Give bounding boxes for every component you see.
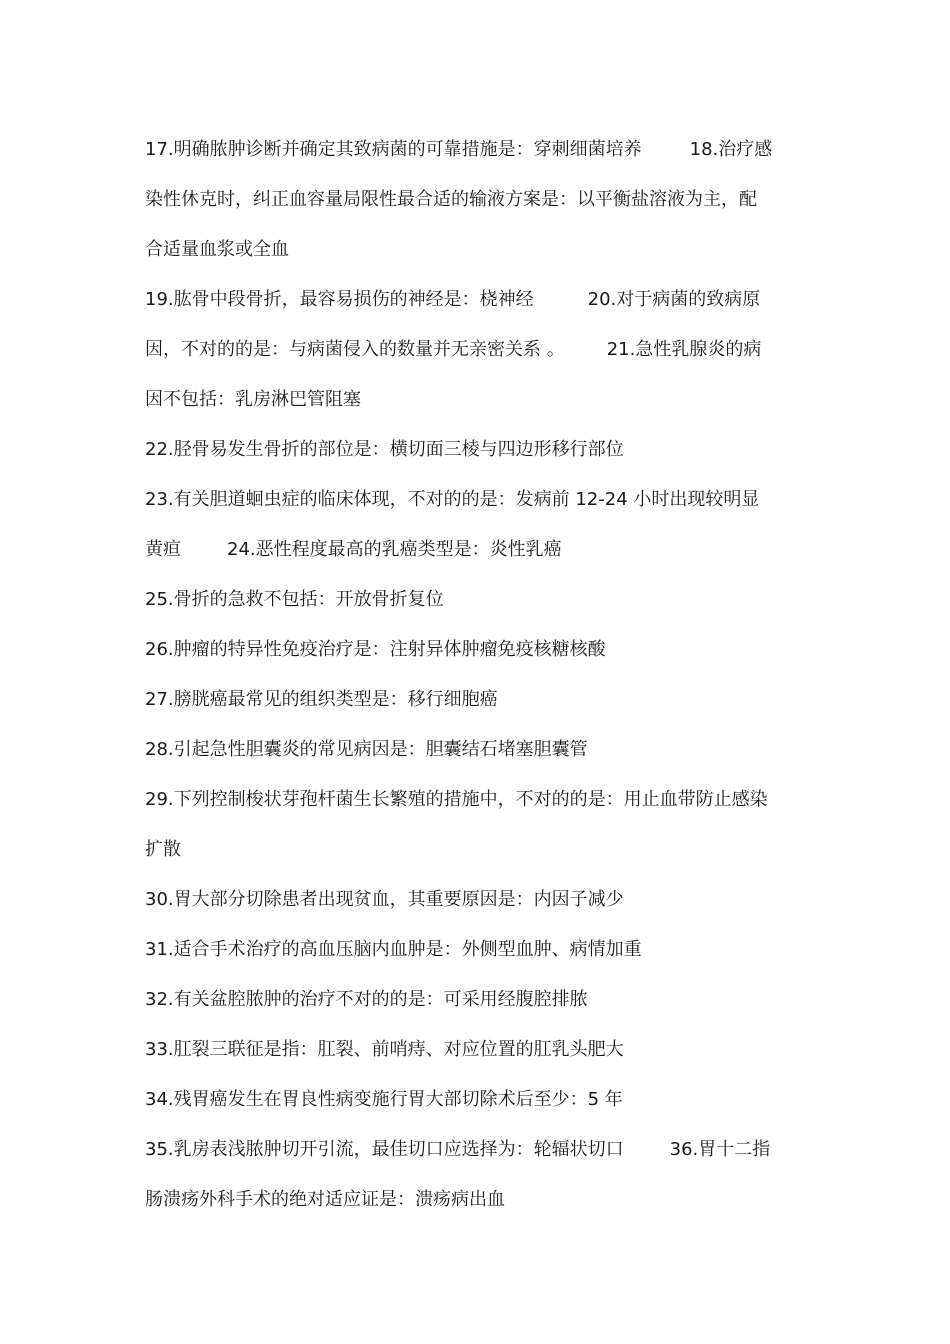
text-line bbox=[145, 275, 810, 325]
item-30: 30.胃大部分切除患者出现贫血，其重要原因是：内因子减少 bbox=[145, 889, 624, 910]
item-24: 24.恶性程度最高的乳癌类型是：炎性乳癌 bbox=[227, 539, 562, 560]
text-line bbox=[145, 675, 810, 725]
item-20-cont: 因，不对的的是：与病菌侵入的数量并无亲密关系 。 bbox=[145, 339, 565, 360]
item-36: 36.胃十二指 bbox=[669, 1139, 771, 1160]
item-33: 33.肛裂三联征是指：肛裂、前哨痔、对应位置的肛乳头肥大 bbox=[145, 1039, 624, 1060]
item-18: 18.治疗感 bbox=[689, 139, 773, 160]
item-32: 32.有关盆腔脓肿的治疗不对的的是：可采用经腹腔排脓 bbox=[145, 989, 588, 1010]
item-21-cont: 因不包括：乳房淋巴管阻塞 bbox=[145, 389, 361, 410]
text-line bbox=[145, 325, 810, 375]
text-line bbox=[145, 1125, 810, 1175]
text-line bbox=[145, 625, 810, 675]
text-line bbox=[145, 825, 810, 875]
item-19: 19.肱骨中段骨折，最容易损伤的神经是：桡神经 bbox=[145, 289, 534, 310]
item-36-cont: 肠溃疡外科手术的绝对适应证是：溃疡病出血 bbox=[145, 1189, 505, 1210]
text-line bbox=[145, 125, 810, 175]
text-line bbox=[145, 175, 810, 225]
text-line bbox=[145, 775, 810, 825]
text-line bbox=[145, 875, 810, 925]
item-31: 31.适合手术治疗的高血压脑内血肿是：外侧型血肿、病情加重 bbox=[145, 939, 642, 960]
item-18-cont: 合适量血浆或全血 bbox=[145, 239, 289, 260]
text-line bbox=[145, 725, 810, 775]
item-26: 26.肿瘤的特异性免疫治疗是：注射异体肿瘤免疫核糖核酸 bbox=[145, 639, 606, 660]
item-35: 35.乳房表浅脓肿切开引流，最佳切口应选择为：轮辐状切口 bbox=[145, 1139, 624, 1160]
text-line bbox=[145, 925, 810, 975]
text-line bbox=[145, 1025, 810, 1075]
item-17: 17.明确脓肿诊断并确定其致病菌的可靠措施是：穿刺细菌培养 bbox=[145, 139, 642, 160]
item-21: 21.急性乳腺炎的病 bbox=[606, 339, 762, 360]
text-line bbox=[145, 475, 810, 525]
text-line bbox=[145, 975, 810, 1025]
item-34: 34.残胃癌发生在胃良性病变施行胃大部切除术后至少：5 年 bbox=[145, 1089, 623, 1110]
item-28: 28.引起急性胆囊炎的常见病因是：胆囊结石堵塞胆囊管 bbox=[145, 739, 588, 760]
text-line bbox=[145, 1175, 810, 1225]
text-line bbox=[145, 225, 810, 275]
text-line bbox=[145, 525, 810, 575]
text-line bbox=[145, 375, 810, 425]
item-27: 27.膀胱癌最常见的组织类型是：移行细胞癌 bbox=[145, 689, 498, 710]
text-line bbox=[145, 1075, 810, 1125]
item-29-cont: 扩散 bbox=[145, 839, 181, 860]
item-20: 20.对于病菌的致病原 bbox=[587, 289, 761, 310]
item-18-cont: 染性休克时，纠正血容量局限性最合适的输液方案是：以平衡盐溶液为主，配 bbox=[145, 189, 757, 210]
item-23-cont: 黄疸 bbox=[145, 539, 181, 560]
item-23: 23.有关胆道蛔虫症的临床体现，不对的的是：发病前 12-24 小时出现较明显 bbox=[145, 489, 760, 510]
item-25: 25.骨折的急救不包括：开放骨折复位 bbox=[145, 589, 444, 610]
text-line bbox=[145, 425, 810, 475]
item-29: 29.下列控制梭状芽孢杆菌生长繁殖的措施中，不对的的是：用止血带防止感染 bbox=[145, 789, 768, 810]
item-22: 22.胫骨易发生骨折的部位是：横切面三棱与四边形移行部位 bbox=[145, 439, 624, 460]
text-line bbox=[145, 575, 810, 625]
document-body bbox=[145, 125, 810, 1225]
